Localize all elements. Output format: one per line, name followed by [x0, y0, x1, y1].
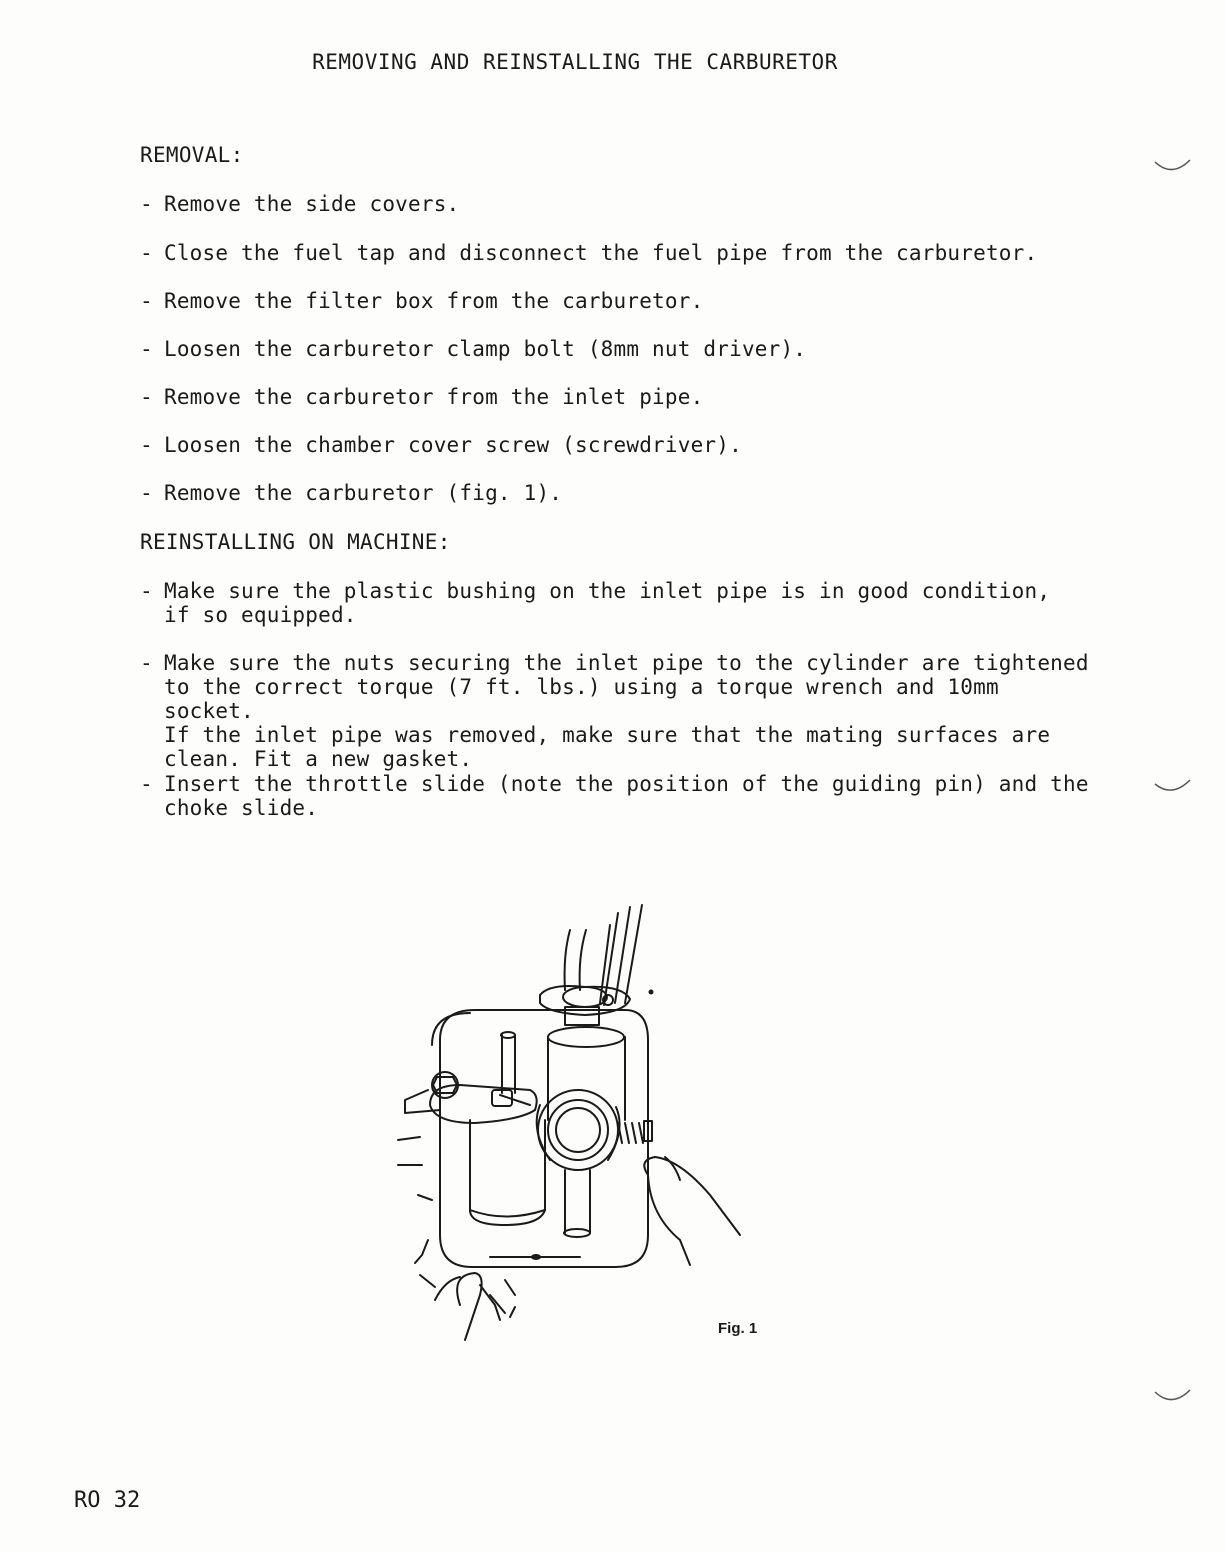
- hole-punch-mark: [1150, 770, 1195, 800]
- bullet-dash: -: [140, 481, 153, 505]
- step-text: Make sure the plastic bushing on the inlet pipe is in good condition, if so equipped.: [164, 579, 1051, 627]
- bullet-dash: -: [140, 192, 153, 216]
- bullet-dash: -: [140, 433, 153, 457]
- reinstall-step: [140, 772, 1100, 820]
- bullet-dash: -: [140, 651, 153, 675]
- hole-punch-mark: [1150, 150, 1195, 180]
- step-text: Loosen the chamber cover screw (screwdriver).: [164, 433, 742, 457]
- step-text: Remove the carburetor from the inlet pipe.: [164, 385, 704, 409]
- removal-heading: REMOVAL:: [140, 143, 244, 167]
- removal-step: [140, 192, 1100, 216]
- step-text: Insert the throttle slide (note the position of the guiding pin) and the choke slide.: [164, 772, 1089, 820]
- bullet-dash: -: [140, 772, 153, 796]
- bullet-dash: -: [140, 385, 153, 409]
- page-number: RO 32: [74, 1488, 141, 1513]
- reinstall-step: [140, 651, 1100, 771]
- removal-step: [140, 241, 1100, 265]
- step-text: Remove the filter box from the carburetor.: [164, 289, 704, 313]
- step-text: Make sure the nuts securing the inlet pipe to the cylinder are tightened to the correct torque (7 ft. lbs.) using a torque wrench and 10mm socket. If the inlet pipe was removed, make sure that the mating surfaces are clean. Fit a new gasket.: [164, 651, 1089, 771]
- step-text: Close the fuel tap and disconnect the fuel pipe from the carburetor.: [164, 241, 1038, 265]
- reinstall-step: [140, 579, 1100, 627]
- bullet-dash: -: [140, 579, 153, 603]
- removal-step: [140, 433, 1100, 457]
- removal-step: [140, 385, 1100, 409]
- removal-step: [140, 337, 1100, 361]
- step-text: Remove the side covers.: [164, 192, 460, 216]
- step-text: Remove the carburetor (fig. 1).: [164, 481, 563, 505]
- page-title: REMOVING AND REINSTALLING THE CARBURETOR: [312, 50, 838, 74]
- figure-caption: Fig. 1: [718, 1320, 758, 1337]
- bullet-dash: -: [140, 289, 153, 313]
- removal-step: [140, 481, 1100, 505]
- reinstall-heading: REINSTALLING ON MACHINE:: [140, 530, 451, 554]
- hole-punch-mark: [1150, 1380, 1195, 1410]
- bullet-dash: -: [140, 241, 153, 265]
- removal-step: [140, 289, 1100, 313]
- step-text: Loosen the carburetor clamp bolt (8mm nut driver).: [164, 337, 807, 361]
- bullet-dash: -: [140, 337, 153, 361]
- carburetor-illustration: [380, 895, 770, 1355]
